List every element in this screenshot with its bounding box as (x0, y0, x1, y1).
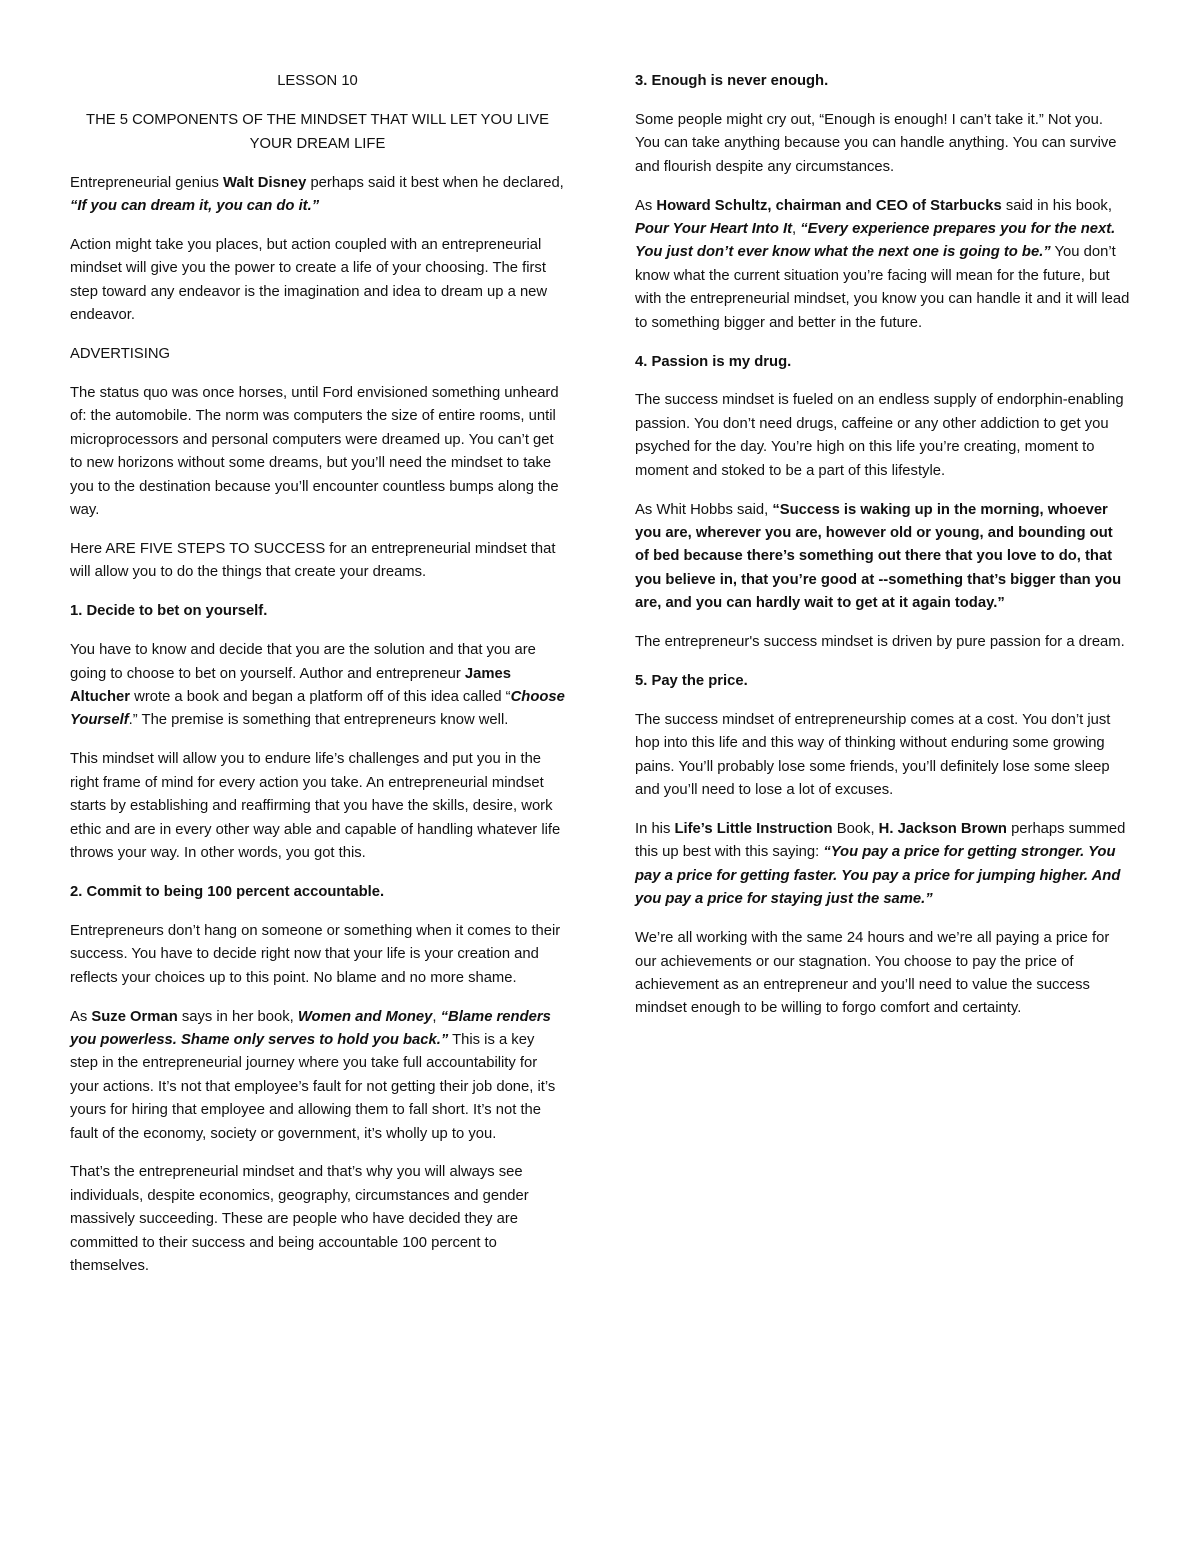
paragraph-suze-orman (70, 1006, 565, 1146)
paragraph-pay-price: The success mindset of entrepreneurship comes at a cost. You don’t just hop into this life and this way of thinking without enduring some growing pains. You’ll probably lose some friends, you’ll definitely lose some sleep and you’ll need to lose a lot of excuses. (635, 711, 1111, 799)
paragraph-walt-disney (70, 172, 565, 219)
person-name: James Altucher (70, 665, 511, 706)
left-column (70, 70, 565, 1294)
quote: “Blame renders you powerless. Shame only serves to hold you back.” (70, 1008, 551, 1048)
person-name: H. Jackson Brown (878, 821, 1007, 838)
step-heading-2: 2. Commit to being 100 percent accountable. (70, 883, 385, 900)
section-heading-advertising: ADVERTISING (70, 346, 171, 363)
text-span: Book, (832, 821, 879, 838)
person-name: Walt Disney (223, 174, 307, 191)
step-heading-5: 5. Pay the price. (635, 673, 748, 690)
paragraph-jackson-brown (635, 818, 1130, 912)
book-title: Pour Your Heart Into It (635, 221, 793, 238)
paragraph-passion: The success mindset is fueled on an endless supply of endorphin-enabling passion. You don’t need drugs, caffeine or any other addiction to get you psyched for the day. You’re high on this life you’re creating, moment to moment and stoked to be a part of this lifestyle. (635, 392, 1124, 479)
text-span: You have to know and decide that you are the solution and that you are going to choose to bet on yourself. Author and entrepreneur (70, 642, 536, 682)
text-span: perhaps said it best when he declared, (306, 174, 564, 191)
text-span: As (635, 197, 657, 214)
right-column (635, 70, 1130, 1036)
text-span: As Whit Hobbs said, (635, 501, 773, 518)
text-span: says in her book, (177, 1008, 298, 1025)
paragraph-24-hours: We’re all working with the same 24 hours and we’re all paying a price for our achievements or our stagnation. You choose to pay the price of achievement as an entrepreneur and you’ll need to value the success mindset enough to be willing to forgo comfort and certainty. (635, 930, 1110, 1017)
document-title: THE 5 COMPONENTS OF THE MINDSET THAT WILL LET YOU LIVE YOUR DREAM LIFE (86, 112, 549, 152)
text-span: said in his book, (1001, 197, 1112, 214)
paragraph-enough: Some people might cry out, “Enough is enough! I can’t take it.” Not you. You can take anything because you can handle anything. You can survive and flourish despite any circumstances. (635, 111, 1117, 175)
text-span: , (792, 221, 801, 238)
text-span: Entrepreneurial genius (70, 174, 223, 191)
text-span: You don’t know what the current situation you’re facing will mean for the future, but with the entrepreneurial mindset, you know you can handle it and it will lead to something bigger and better in the future. (635, 244, 1130, 331)
lesson-number: LESSON 10 (277, 73, 358, 89)
text-span: perhaps summed this up best with this saying: (635, 821, 1126, 861)
step-heading-4: 4. Passion is my drug. (635, 353, 792, 370)
book-title: Women and Money (297, 1008, 433, 1025)
paragraph-whit-hobbs (635, 499, 1130, 616)
quote: “You pay a price for getting stronger. You pay a price for getting faster. You pay a price for jumping higher. And you pay a price for staying just the same.” (635, 844, 1121, 908)
quote: “Success is waking up in the morning, whoever you are, wherever you are, however old or young, and bounding out of bed because there’s something out there that you love to do, that you believe in, that you’re good at --something that’s bigger than you are, and you can hardly wait to get at it again today.” (635, 501, 1122, 612)
paragraph-mindset: This mindset will allow you to endure life’s challenges and put you in the right frame of mind for every action you take. An entrepreneurial mindset starts by establishing and reaffirming that you have the skills, desire, work ethic and are in every other way able and capable of handling whatever life throws your way. In other words, you got this. (70, 751, 561, 861)
quote: “If you can dream it, you can do it.” (70, 198, 320, 215)
paragraph-status-quo: The status quo was once horses, until Ford envisioned something unheard of: the automobile. The norm was computers the size of entire rooms, until microprocessors and personal computers were dreamed up. You can’t get to new horizons without some dreams, but you’ll need the mindset to take you to the destination because you’ll encounter countless bumps along the way. (70, 385, 559, 519)
paragraph-action: Action might take you places, but action coupled with an entrepreneurial mindset will give you the power to create a life of your choosing. The first step toward any endeavor is the imagination and idea to dream up a new endeavor. (70, 237, 548, 324)
book-title: Life’s Little Instruction (674, 821, 833, 838)
step-heading-1: 1. Decide to bet on yourself. (70, 603, 268, 620)
book-title: Choose Yourself (70, 689, 565, 729)
paragraph-five-steps: Here ARE FIVE STEPS TO SUCCESS for an entrepreneurial mindset that will allow you to do the things that create your dreams. (70, 541, 556, 581)
step-heading-3: 3. Enough is never enough. (635, 73, 829, 89)
text-span: .” The premise is something that entrepreneurs know well. (128, 712, 509, 729)
quote: “Every experience prepares you for the next. You just don’t ever know what the next one is going to be.” (635, 221, 1116, 261)
text-span: , (432, 1008, 441, 1025)
person-name: Howard Schultz, chairman and CEO of Starbucks (656, 197, 1002, 214)
person-name: Suze Orman (91, 1008, 178, 1025)
paragraph-howard-schultz (635, 195, 1130, 335)
paragraph-accountable: Entrepreneurs don’t hang on someone or something when it comes to their success. You have to decide right now that your life is your creation and reflects your choices up to this point. No blame and no more shame. (70, 922, 561, 986)
paragraph-pure-passion: The entrepreneur's success mindset is driven by pure passion for a dream. (635, 634, 1125, 651)
paragraph-entrepreneurial-mindset: That’s the entrepreneurial mindset and that’s why you will always see individuals, despite economics, geography, circumstances and gender massively succeeding. These are people who have decided they are committed to their success and being accountable 100 percent to themselves. (70, 1164, 529, 1275)
text-span: wrote a book and began a platform off of this idea called “ (130, 689, 511, 706)
text-span: This is a key step in the entrepreneurial journey where you take full accountability for your actions. It’s not that employee’s fault for not getting their job done, it’s yours for hiring that employee and allowing them to fall short. It’s not the fault of the economy, society or government, it’s wholly up to you. (70, 1031, 556, 1142)
text-span: As (70, 1008, 92, 1025)
text-span: In his (635, 821, 675, 838)
paragraph-bet-on-yourself (70, 639, 565, 733)
